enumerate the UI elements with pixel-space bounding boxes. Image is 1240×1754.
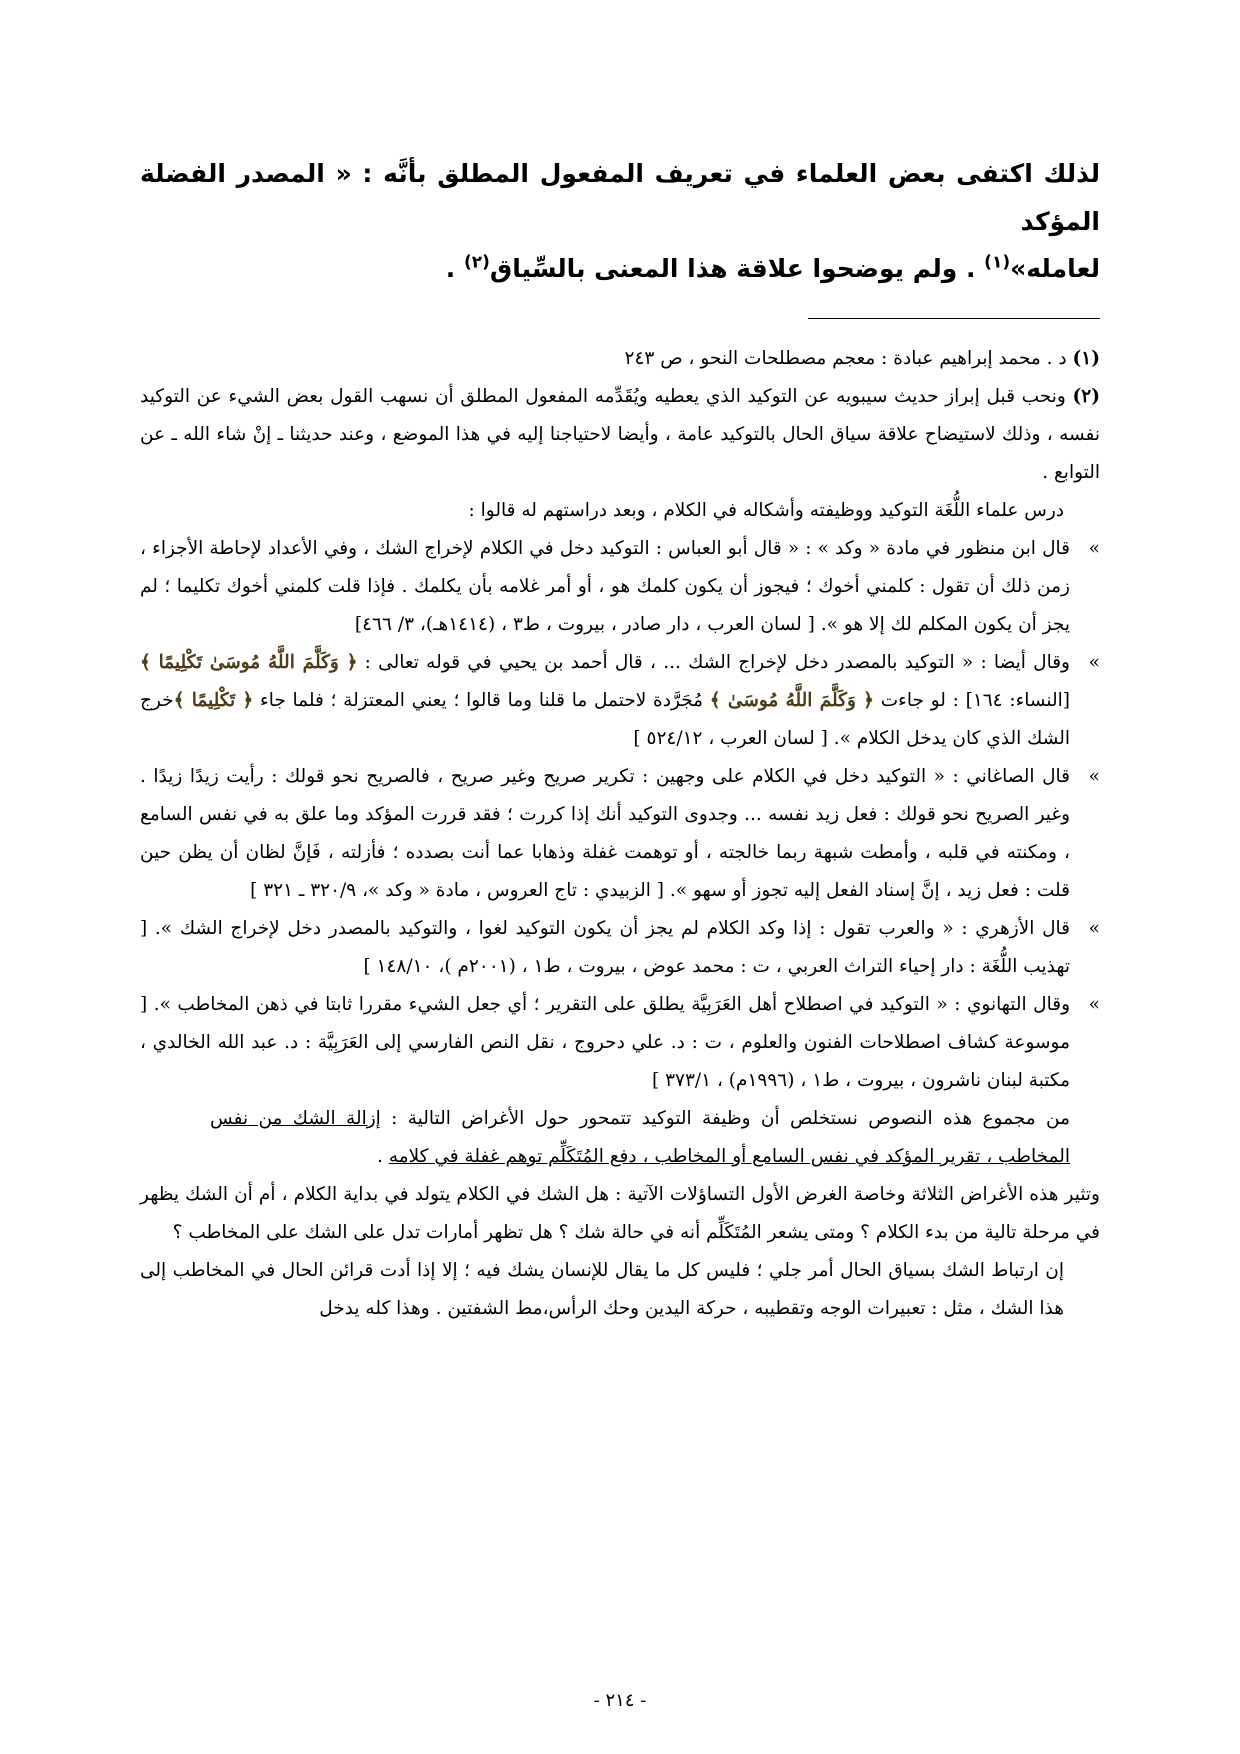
main-line2-c: . (445, 254, 464, 283)
main-paragraph (140, 150, 1100, 293)
conclusion (140, 1100, 1100, 1176)
quote-mark: » (1088, 918, 1100, 939)
questions-paragraph: وتثير هذه الأغراض الثلاثة وخاصة الغرض الأول التساؤلات الآتية : هل الشك في الكلام يتولد في بداية الكلام ، أم أن الشك يظهر في مرحلة تالية من بدء الكلام ؟ ومتى يشعر المُتَكَلِّم أنه في حالة شك ؟ هل تظهر أمارات تدل على الشك على المخاطب ؟ (140, 1184, 1100, 1243)
footnote-2-mark: (٢) (1072, 386, 1100, 407)
footnote-ref-1[interactable]: (١) (984, 252, 1011, 273)
quote-2-part-c: مُجَرَّدة لاحتمل ما قلنا وما قالوا ؛ يعني المعتزلة ؛ فلما جاء (253, 690, 710, 711)
quote-2-part-d: خرج الشك الذي كان يدخل الكلام ». [ لسان العرب ، ٥٢٤/١٢ ] (140, 690, 1070, 749)
main-line1: لذلك اكتفى بعض العلماء في تعريف المفعول المطلق بأنَّه : « المصدر الفضلة المؤكد (140, 159, 1100, 236)
quote-azhari-text: قال الأزهري : « والعرب تقول : إذا وكد الكلام لم يجز أن يكون التوكيد لغوا ، والتوكيد بالمصدر دخل لإخراج الشك ». [ تهذيب اللُّغَة : دار إحياء التراث العربي ، ت : محمد عوض ، بيروت ، ط١ ، (٢٠٠١م )، ١٤٨/١٠ ] (140, 918, 1070, 977)
footnote-intro: درس علماء اللُّغَة التوكيد ووظيفته وأشكاله في الكلام ، وبعد دراستهم له قالوا : (468, 500, 1064, 521)
quote-ibn-manzur-text: قال ابن منظور في مادة « وكد » : « قال أبو العباس : التوكيد دخل في الكلام لإخراج الشك ، وفي الأعداد لإحاطة الأجزاء ، زمن ذلك أن تقول : كلمني أخوك ؛ فيجوز أن يكون كلمك هو ، أو أمر غلامه بأن يكلمك . فإذا قلت كلمني أخوك تكليما ؛ لم يجز أن يكون المكلم لك إلا هو ». [ لسان العرب ، دار صادر ، بيروت ، ط٣ ، (١٤١٤هـ)، ٣/ ٤٦٦] (140, 538, 1070, 635)
quote-saghani-text: قال الصاغاني : « التوكيد دخل في الكلام على وجهين : تكرير صريح وغير صريح ، فالصريح نحو قولك : رأيت زيدًا زيدًا . وغير الصريح نحو قولك : فعل زيد نفسه ... وجدوى التوكيد أنك إذا كررت ؛ فقد قررت المؤكد وما علق به في نفس السامع ، ومكنته في قلبه ، وأمطت شبهة ربما خالجته ، أو توهمت غفلة وذهابا عما أنت بصدده ؛ فأزلته ، فَإنَّ لظان أن يظن حين قلت : فعل زيد ، إنَّ إسناد الفعل إليه تجوز أو سهو ». [ الزبيدي : تاج العروس ، مادة « وكد »، ٣٢٠/٩ ـ ٣٢١ ] (140, 766, 1070, 901)
footnote-1-mark: (١) (1072, 348, 1100, 369)
quote-mark: » (1088, 538, 1100, 559)
footnote-ref-2[interactable]: (٢) (463, 252, 490, 273)
quote-tahanawi-text: وقال التهانوي : « التوكيد في اصطلاح أهل العَرَبِيَّة يطلق على التقرير ؛ أي جعل الشيء مقررا ثابتا في ذهن المخاطب ». [ موسوعة كشاف اصطلاحات الفنون والعلوم ، ت : د. علي دحروج ، نقل النص الفارسي إلى العَرَبِيَّة : د. عبد الله الخالدي ، مكتبة لبنان ناشرون ، بيروت ، ط١ ، (١٩٩٦م) ، ٣٧٣/١ ] (140, 994, 1070, 1091)
quote-ahmad-bin-yahya (140, 644, 1100, 758)
footnotes (140, 340, 1100, 1328)
quote-2-part-a: وقال أيضا : « التوكيد بالمصدر دخل لإخراج الشك ... ، قال أحمد بن يحيي في قوله تعالى : (357, 652, 1070, 673)
quran-verse-partial: ﴿ وَكَلَّمَ اللَّهُ مُوسَىٰ ﴾ (709, 690, 875, 711)
quote-mark: » (1088, 766, 1100, 787)
conclusion-end: . (377, 1146, 389, 1167)
context-paragraph: إن ارتباط الشك بسياق الحال أمر جلي ؛ فليس كل ما يقال للإنسان يشك فيه ؛ إلا إذا أدت قرائن الحال في المخاطب إلى هذا الشك ، مثل : تعبيرات الوجه وتقطيبه ، حركة اليدين وحك الرأس،مط الشفتين . وهذا كله يدخل (140, 1260, 1064, 1319)
conclusion-purposes: إزالة الشك من نفس المخاطب ، تقرير المؤكد في نفس السامع أو المخاطب ، دفع المُتَكَلِّم توهم غفلة في كلامه (210, 1108, 1070, 1167)
page-number: - ٢١٤ - (593, 1690, 647, 1711)
conclusion-intro: من مجموع هذه النصوص نستخلص أن وظيفة التوكيد تتمحور حول الأغراض التالية : (380, 1108, 1070, 1129)
quote-tahanawi (140, 986, 1100, 1100)
quote-mark: » (1088, 994, 1100, 1015)
footnote-2 (140, 378, 1100, 492)
main-line2-a: لعامله» (1010, 254, 1100, 283)
footnote-divider (808, 318, 1100, 319)
quote-ibn-manzur (140, 530, 1100, 644)
quote-2-part-b: [النساء: ١٦٤] : لو جاءت (874, 690, 1071, 711)
quran-verse: ﴿ وَكَلَّمَ اللَّهُ مُوسَىٰ تَكْلِيمًا ﴾ (140, 652, 358, 673)
footnote-2-text: ونحب قبل إبراز حديث سيبويه عن التوكيد الذي يعطيه ويُقَدِّمه المفعول المطلق أن نسهب القول بعض الشيء عن التوكيد نفسه ، وذلك لاستيضاح علاقة سياق الحال بالتوكيد عامة ، وأيضا لاحتياجنا إليه في هذا الموضع ، وعند حديثنا ـ إنْ شاء الله ـ عن التوابع . (140, 386, 1100, 483)
footnote-1 (140, 340, 1100, 378)
quote-saghani (140, 758, 1100, 910)
quran-verse-word: ﴿ تَكْلِيمًا ﴾ (173, 690, 254, 711)
footnote-1-text: د . محمد إبراهيم عبادة : معجم مصطلحات النحو ، ص ٢٤٣ (624, 348, 1073, 369)
quote-azhari (140, 910, 1100, 986)
quote-mark: » (1088, 652, 1100, 673)
main-line2-b: . ولم يوضحوا علاقة هذا المعنى بالسِّياق (489, 254, 985, 283)
